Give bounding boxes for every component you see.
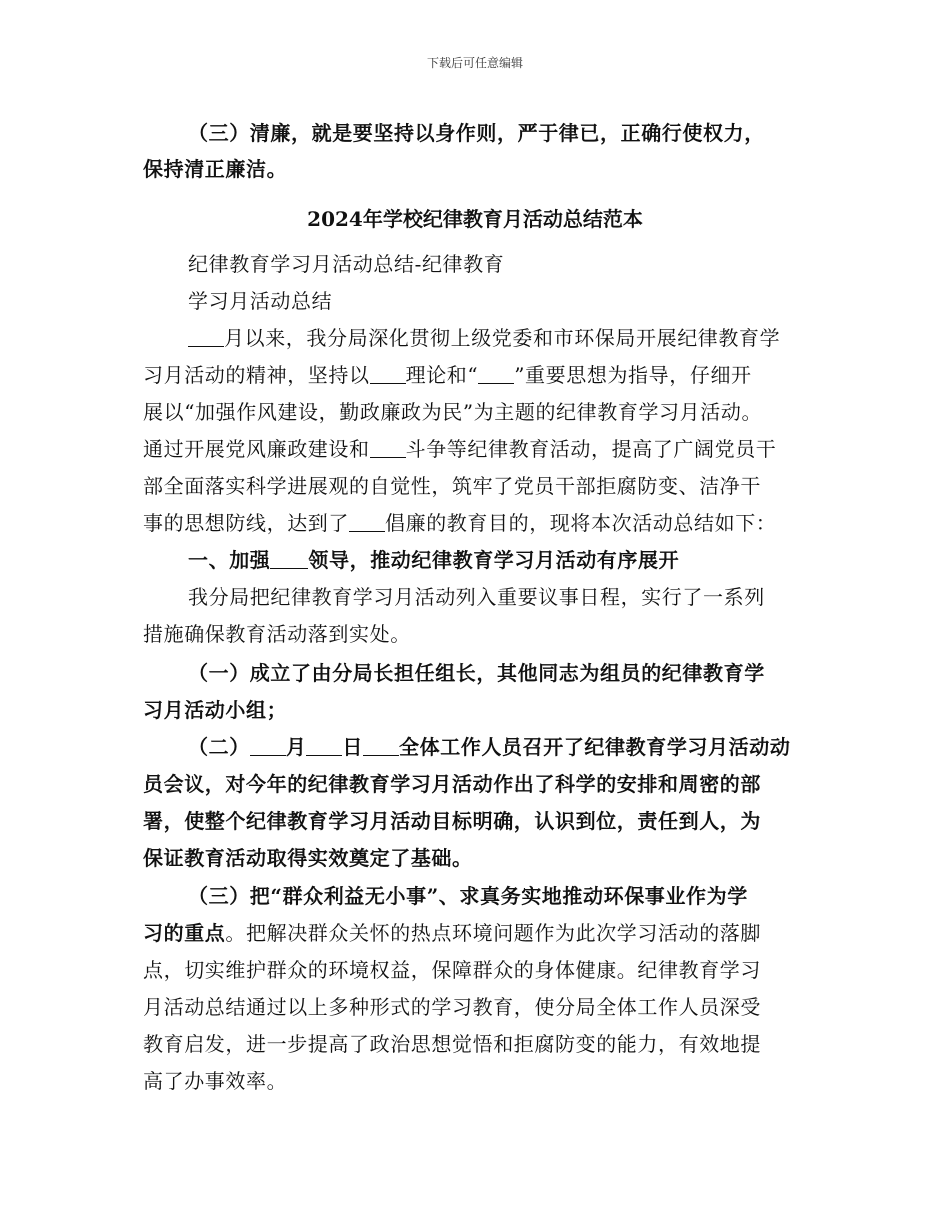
blank-underline [188,328,224,347]
blank-underline [349,513,385,532]
text-run: 习的重点 [143,921,226,945]
text-run: 通过开展党风廉政建设和 [143,437,370,461]
blank-underline [370,365,406,384]
text-run: 月 [285,735,307,759]
text-run: 事的思想防线，达到了 [143,511,349,535]
paragraph-line: 点，切实维护群众的环境权益，保障群众的身体健康。纪律教育学习 [143,958,761,982]
blank-underline [250,737,286,756]
text-run: 斗争等纪律教育活动，提高了广阔党员干 [405,437,777,461]
blank-underline [370,439,406,458]
text-run: 日 [342,735,364,759]
text-run: （二） [188,735,250,759]
text-run: 一、加强 [188,548,271,572]
paragraph-line: 我分局把纪律教育学习月活动列入重要议事日程，实行了一系列 [188,585,765,609]
paragraph-line [143,433,776,462]
paragraph-line [143,359,752,388]
paragraph-line: 月活动总结通过以上多种形式的学习教育，使分局全体工作人员深受 [143,995,761,1019]
document-title: 2024年学校纪律教育月活动总结范本 [307,207,643,231]
text-run: 习月活动的精神，坚持以 [143,363,370,387]
paragraph-line: 高了办事效率。 [143,1069,288,1093]
text-run: 领导，推动纪律教育学习月活动有序展开 [308,548,680,572]
text-run: 理论和“ [405,363,479,387]
paragraph-line: （一）成立了由分局长担任组长，其他同志为组员的纪律教育学 [188,661,765,685]
paragraph-line [143,507,776,536]
section-heading [188,544,679,573]
blank-underline [363,737,399,756]
paragraph-line: 习月活动小组； [143,698,288,722]
paragraph-line: 教育启发，进一步提高了政治思想觉悟和拒腐防变的能力，有效地提 [143,1032,761,1056]
text-run: 全体工作人员召开了纪律教育学习月活动动 [399,735,791,759]
subtitle-line: 纪律教育学习月活动总结-纪律教育 [188,252,505,276]
blank-underline [478,365,514,384]
paragraph-line: 部全面落实科学进展观的自觉性，筑牢了党员干部拒腐防变、洁净干 [143,474,761,498]
page-header: 下载后可任意编辑 [426,56,523,70]
paragraph-line: 署，使整个纪律教育学习月活动目标明确，认识到位，责任到人，为 [143,809,761,833]
text-run: 。把解决群众关怀的热点环境问题作为此次学习活动的落脚 [225,921,762,945]
text-run: 倡廉的教育目的，现将本次活动总结如下： [385,511,777,535]
paragraph-line [188,731,790,760]
paragraph-line [188,322,780,351]
paragraph-line: 保证教育活动取得实效奠定了基础。 [143,846,473,870]
paragraph-line: 保持清正廉洁。 [143,157,288,181]
blank-underline [270,550,308,569]
paragraph-line: （三）把“群众利益无小事”、求真务实地推动环保事业作为学 [188,884,748,908]
paragraph-line: 措施确保教育活动落到实处。 [143,622,411,646]
paragraph-line: 展以“加强作风建设，勤政廉政为民”为主题的纪律教育学习月活动。 [143,400,763,424]
paragraph-line [143,917,761,946]
paragraph-line: （三）清廉，就是要坚持以身作则，严于律已，正确行使权力， [188,121,765,145]
subtitle-line: 学习月活动总结 [188,289,333,313]
text-run: 月以来，我分局深化贯彻上级党委和市环保局开展纪律教育学 [224,326,781,350]
text-run: ”重要思想为指导，仔细开 [514,363,752,387]
blank-underline [306,737,342,756]
paragraph-line: 员会议，对今年的纪律教育学习月活动作出了科学的安排和周密的部 [143,772,761,796]
